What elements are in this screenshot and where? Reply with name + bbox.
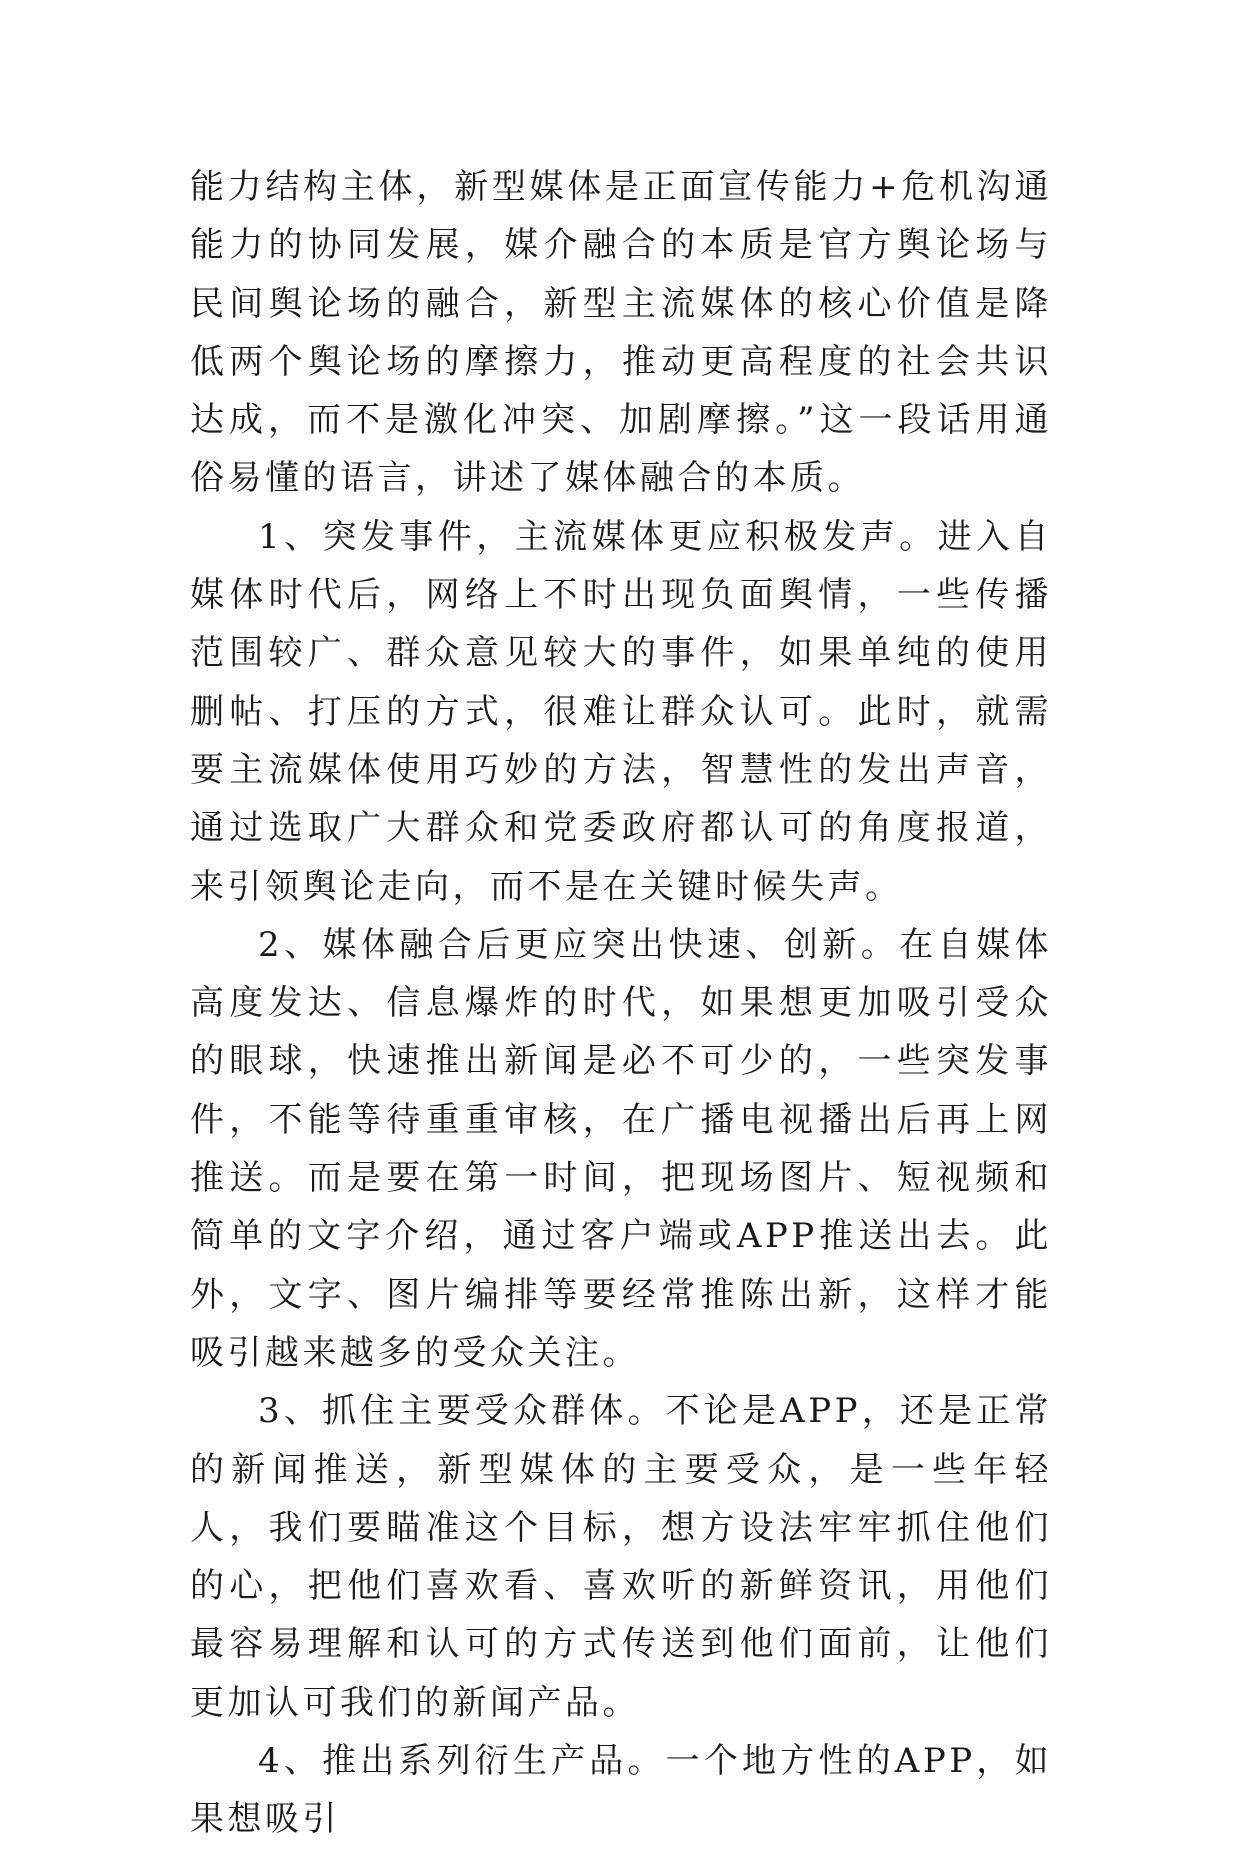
document-body: [190, 158, 1052, 1849]
paragraph-point-4: 4、推出系列衍生产品。一个地方性的APP，如果想吸引: [190, 1741, 1052, 1840]
paragraph-continuation: 能力结构主体，新型媒体是正面宣传能力+危机沟通能力的协同发展，媒介融合的本质是官方舆论场与民间舆论场的融合，新型主流媒体的核心价值是降低两个舆论场的摩擦力，推动更高程度的社会共识达成，而不是激化冲突、加剧摩擦。”这一段话用通俗易懂的语言，讲述了媒体融合的本质。: [190, 167, 1052, 499]
paragraph-point-2: 2、媒体融合后更应突出快速、创新。在自媒体高度发达、信息爆炸的时代，如果想更加吸引受众的眼球，快速推出新闻是必不可少的，一些突发事件，不能等待重重审核，在广播电视播出后再上网推送。而是要在第一时间，把现场图片、短视频和简单的文字介绍，通过客户端或APP推送出去。此外，文字、图片编排等要经常推陈出新，这样才能吸引越来越多的受众关注。: [190, 924, 1052, 1373]
paragraph-point-1: 1、突发事件，主流媒体更应积极发声。进入自媒体时代后，网络上不时出现负面舆情，一些传播范围较广、群众意见较大的事件，如果单纯的使用删帖、打压的方式，很难让群众认可。此时，就需要主流媒体使用巧妙的方法，智慧性的发出声音，通过选取广大群众和党委政府都认可的角度报道，来引领舆论走向，而不是在关键时候失声。: [190, 516, 1052, 907]
paragraph-point-3: 3、抓住主要受众群体。不论是APP，还是正常的新闻推送，新型媒体的主要受众，是一些年轻人，我们要瞄准这个目标，想方设法牢牢抓住他们的心，把他们喜欢看、喜欢听的新鲜资讯，用他们最容易理解和认可的方式传送到他们面前，让他们更加认可我们的新闻产品。: [190, 1391, 1052, 1723]
